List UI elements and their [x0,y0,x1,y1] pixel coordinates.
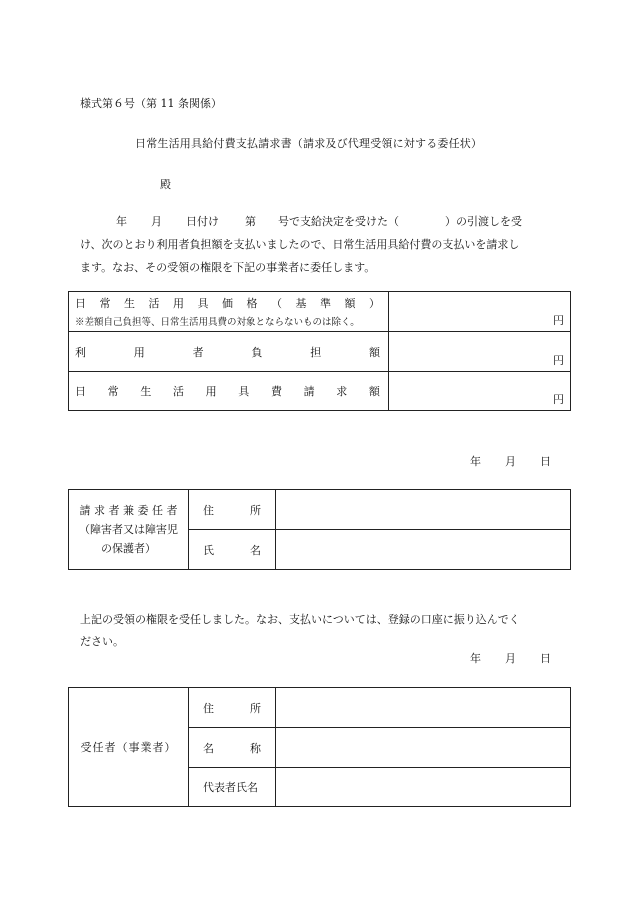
agent-name-label [189,728,276,768]
claimant-name-label [189,530,276,570]
label-char: 用 [205,385,217,398]
label-char: 費 [270,385,282,398]
intro-line-3: ます。なお、その受領の権限を下記の事業者に委任します。 [80,261,376,274]
label-char: 活 [172,385,184,398]
label-char: 称 [250,741,261,755]
claimant-title-line-2: （障害者又は障害児 [79,523,178,536]
yen-unit: 円 [553,393,564,406]
claimant-table [68,489,571,570]
label-char: 生 [140,385,152,398]
label-char: 所 [250,701,261,715]
consent-line-1: 上記の受領の権限を受任しました。なお、支払いについては、登録の口座に振り込んでく [80,613,520,626]
table-row [69,688,571,728]
label-char: 活 [148,297,160,310]
label-char: 氏 [203,543,214,557]
date-day: 日 [540,652,551,665]
date-month: 月 [505,455,516,468]
label-char: 住 [203,503,214,517]
label-char: 価 [222,297,233,310]
document-title: 日常生活用具給付費支払請求書（請求及び代理受領に対する委任状） [135,137,483,150]
label-char: 所 [250,503,261,517]
yen-unit: 円 [553,314,564,327]
label-char: 担 [310,345,322,359]
date-line-1 [470,451,551,472]
intro-month: 月 [151,215,162,228]
label-char: 準 [320,297,331,310]
label-char: 名 [250,543,261,557]
label-char: 負 [251,345,263,359]
label-char: 常 [99,297,111,310]
date-line-2 [470,648,551,669]
addressee-honorific: 殿 [160,178,171,191]
claimant-title [69,490,189,570]
intro-year: 年 [116,215,127,228]
label-char: 日 [75,385,86,398]
intro-paragraph [80,210,560,279]
yen-unit: 円 [553,354,564,367]
date-day: 日 [540,455,551,468]
label-char: 基 [295,297,307,310]
intro-no-suffix: 号で支給決定を受けた（ [278,215,399,228]
amount-table [68,291,571,411]
table-row [69,332,571,372]
table-row [69,292,571,332]
user-burden-label [69,332,389,372]
claimant-title-line-3: の保護者） [101,542,156,555]
label-char: 請 [303,385,315,398]
consent-text [80,609,520,653]
user-burden-field[interactable] [389,332,571,372]
agent-table [68,687,571,807]
label-char: 用 [133,345,145,359]
claim-amount-field[interactable] [389,372,571,411]
label-char: 額 [368,345,380,359]
date-year: 年 [470,652,481,665]
agent-name-field[interactable] [276,728,571,768]
claimant-address-field[interactable] [276,490,571,530]
claimant-name-field[interactable] [276,530,571,570]
table-row [69,372,571,411]
label-char: 名 [203,741,214,755]
intro-paren-close: ）の引渡しを受 [445,215,522,228]
claimant-title-line-1: 請 求 者 兼 委 任 者 [79,504,178,517]
label-char: 日 [75,297,86,310]
label-char: 具 [238,385,250,398]
label-char: 住 [203,701,214,715]
claimant-address-label [189,490,276,530]
table-row [69,490,571,530]
agent-address-field[interactable] [276,688,571,728]
agent-title: 受任者（事業者） [69,688,189,807]
label-char: 具 [197,297,209,310]
label-char: （ [271,297,282,310]
agent-representative-field[interactable] [276,768,571,807]
label-char: 生 [124,297,135,310]
label-char: 格 [246,297,258,310]
label-char: 額 [368,385,380,398]
label-char: ） [369,297,380,310]
label-char: 常 [107,385,119,398]
label-char: 求 [336,385,348,398]
date-month: 月 [505,652,516,665]
standard-price-label [69,292,389,332]
standard-price-field[interactable] [389,292,571,332]
label-char: 者 [192,345,204,359]
agent-representative-label: 代表者氏名 [189,768,276,807]
intro-dated: 日付け [186,215,219,228]
agent-address-label [189,688,276,728]
label-char: 額 [344,297,356,310]
form-number: 様式第６号（第 11 条関係） [80,97,222,110]
exclusion-note: ※差額自己負担等、日常生活用具費の対象とならないものは除く。 [75,317,360,328]
intro-line-2: け、次のとおり利用者負担額を支払いましたので、日常生活用具給付費の支払いを請求し [80,238,520,251]
intro-no-prefix: 第 [245,215,256,228]
claim-amount-label [69,372,389,411]
label-char: 利 [75,345,86,359]
date-year: 年 [470,455,481,468]
label-char: 用 [173,297,184,310]
consent-line-2: ださい。 [80,635,124,648]
